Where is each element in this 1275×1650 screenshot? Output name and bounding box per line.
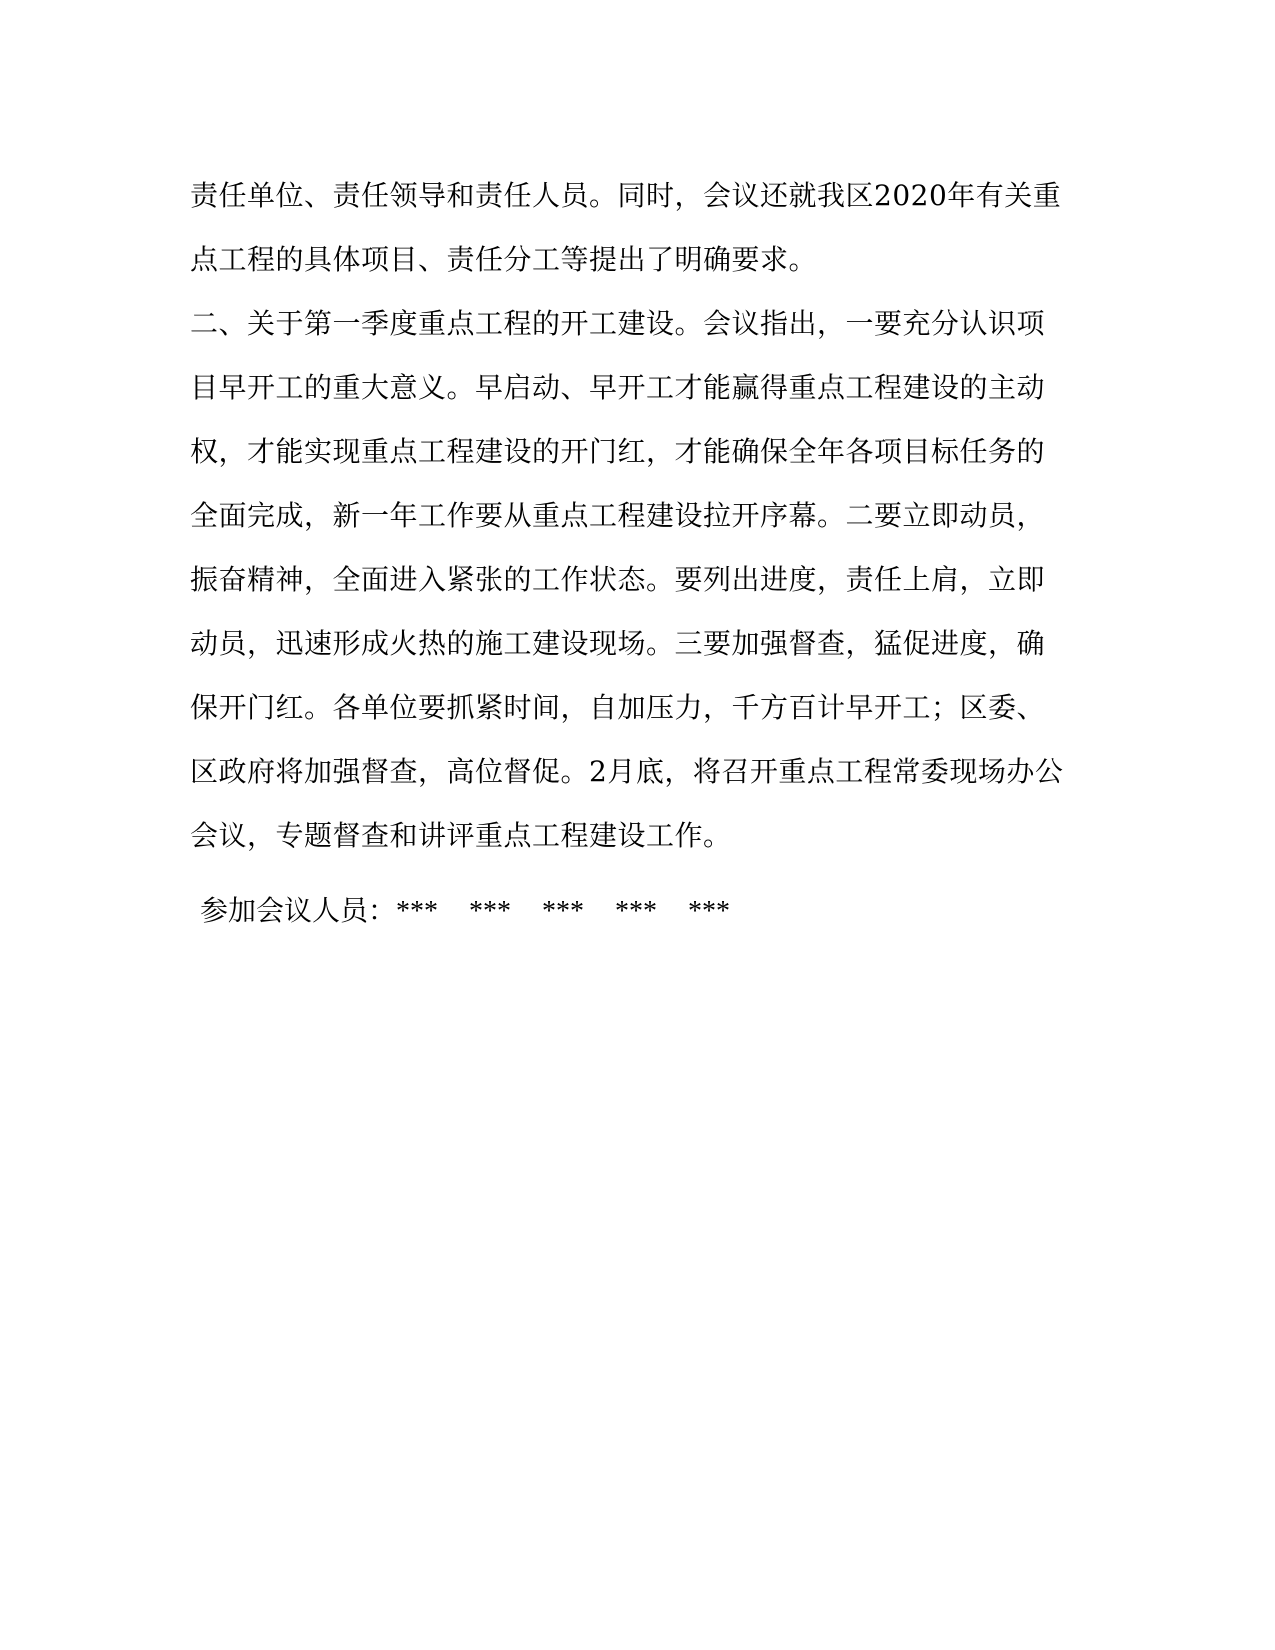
- text-line: 保开门红。各单位要抓紧时间，自加压力，千方百计早开工；区委、: [190, 691, 1046, 724]
- attendee-name: ***: [469, 896, 512, 927]
- attendees-label: 参加会议人员：: [200, 894, 397, 927]
- attendees-names: [396, 879, 761, 944]
- text-line: 振奋精神，全面进入紧张的工作状态。要列出进度，责任上肩，立即: [190, 563, 1046, 596]
- text-line: 动员，迅速形成火热的施工建设现场。三要加强督查，猛促进度，确: [190, 627, 1046, 660]
- text-line: 责任单位、责任领导和责任人员。同时，会议还就我区2020年有关重: [190, 179, 1062, 212]
- attendee-name: ***: [396, 896, 439, 927]
- text-line: 全面完成，新一年工作要从重点工程建设拉开序幕。二要立即动员，: [190, 499, 1046, 532]
- attendee-name: ***: [542, 896, 585, 927]
- attendee-name: ***: [688, 896, 731, 927]
- text-line: 区政府将加强督查，高位督促。2月底，将召开重点工程常委现场办公: [190, 755, 1064, 788]
- text-line: 目早开工的重大意义。早启动、早开工才能赢得重点工程建设的主动: [190, 371, 1046, 404]
- text-line: 会议，专题督查和讲评重点工程建设工作。: [190, 819, 732, 852]
- text-line: 二、关于第一季度重点工程的开工建设。会议指出，一要充分认识项: [190, 307, 1046, 340]
- attendees-line: [200, 879, 761, 943]
- body-text: [190, 164, 1090, 868]
- attendee-name: ***: [615, 896, 658, 927]
- text-line: 点工程的具体项目、责任分工等提出了明确要求。: [190, 243, 818, 276]
- text-line: 权，才能实现重点工程建设的开门红，才能确保全年各项目标任务的: [190, 435, 1046, 468]
